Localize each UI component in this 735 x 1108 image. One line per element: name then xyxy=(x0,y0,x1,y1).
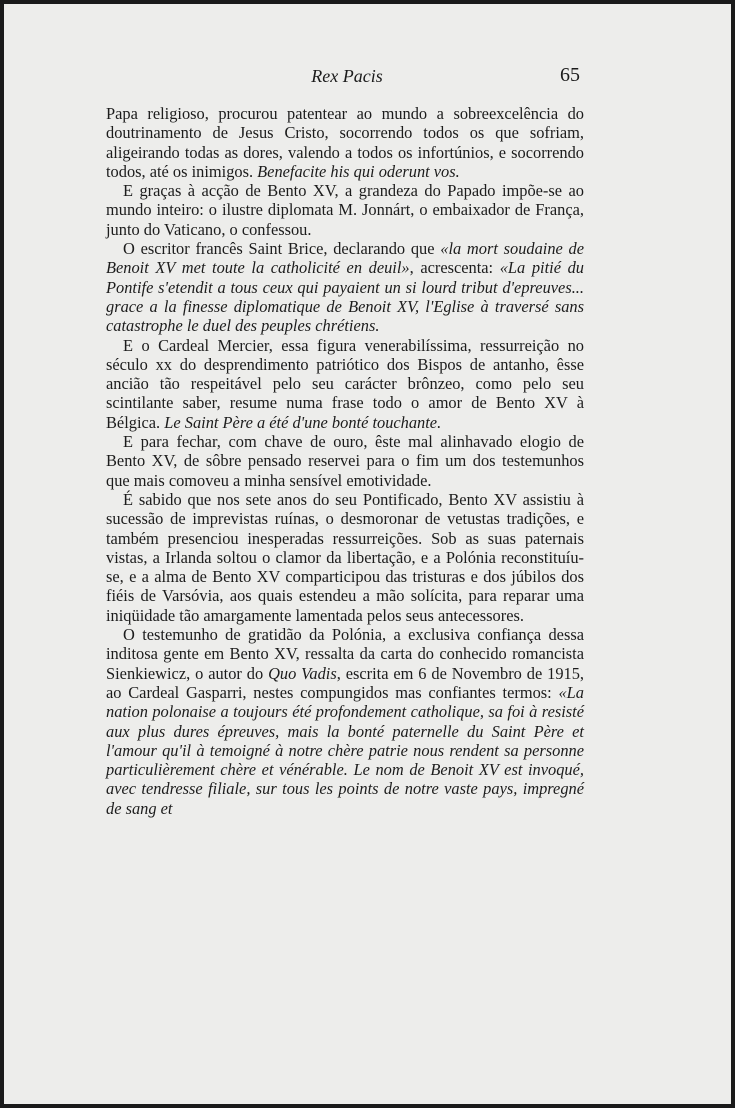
paragraph-6-text: É sabido que nos sete anos do seu Pontificado, Bento XV assistiu à sucessão de imprevistas ruínas, o desmoronar de vetustas tradições, e também presenciou inesperadas ressurreições. Sob as suas paternais vistas, a Irlanda soltou o clamor da libertação, e a Polónia reconstituíu-se, e a alma de Bento XV comparticipou das tristuras e dos júbilos dos fiéis de Varsóvia, aos quais estendeu a mão solícita, para reparar uma iniqüidade tão amargamente lamentada pelos seus antecessores. xyxy=(106,489,584,625)
paragraph-5-text: E para fechar, com chave de ouro, êste mal alinhavado elogio de Bento XV, de sôbre pensado reservei para o fim um dos testemunhos que mais comoveu a minha sensível emotividade. xyxy=(106,432,584,490)
paragraph-2 xyxy=(106,181,584,239)
paragraph-3-text-2: , acrescenta: xyxy=(409,258,500,278)
paragraph-2-text: E graças à acção de Bento XV, a grandeza do Papado impõe-se ao mundo inteiro: o ilustre diplomata M. Jonnárt, o embaixador de França, junto do Vaticano, o confessou. xyxy=(106,181,584,239)
paragraph-7-french-letter: «La nation polonaise a toujours été profondement catholique, sa foi à resisté aux plus dures épreuves, mais la bonté paternelle du Saint Père et l'amour qu'il à temoigné à notre chère patrie nous rendent sa personne particulièrement chère et vénérable. Le nom de Benoit XV est invoqué, avec tendresse filiale, sur tous les points de notre vaste pays, impregné de sang et xyxy=(106,682,584,818)
paragraph-7 xyxy=(106,625,584,818)
paragraph-3-french-quote-2: «La pitié du Pontife s'etendit a tous ceux qui payaient un si lourd tribut d'epreuves... grace a la finesse diplomatique de Benoit XV, l'Eglise à traversé sans catastrophe le duel des peuples chrétiens. xyxy=(106,258,584,336)
paragraph-1-latin-quote: Benefacite his qui oderunt vos. xyxy=(257,161,460,181)
running-head xyxy=(110,60,584,90)
paragraph-5 xyxy=(106,432,584,490)
paragraph-3 xyxy=(106,239,584,335)
paragraph-1 xyxy=(106,104,584,181)
paragraph-3-text: O escritor francês Saint Brice, declarando que xyxy=(123,239,441,259)
paragraph-3-french-quote-1: «la mort soudaine de Benoit XV met toute la catholicité en deuil» xyxy=(106,239,584,278)
body-text xyxy=(106,104,584,818)
paragraph-4-text: E o Cardeal Mercier, essa figura venerabilíssima, ressurreição no século xx do desprendimento patriótico dos Bispos de antanho, êsse ancião tão respeitável pelo seu carácter brônzeo, como pelo seu scintilante saber, resume numa frase todo o amor de Bento XV à Bélgica. xyxy=(106,335,584,432)
paragraph-7-text-2: , escrita em 6 de Novembro de 1915, ao Cardeal Gasparri, nestes compungidos mas confiantes termos: xyxy=(106,663,585,702)
paragraph-7-book-title: Quo Vadis xyxy=(268,663,337,683)
paragraph-1-text: Papa religioso, procurou patentear ao mundo a sobreexcelência do doutrinamento de Jesus Cristo, socorrendo todos os que sofriam, aligeirando todas as dores, valendo a todos os infortúnios, e socorrendo todos, até os inimigos. xyxy=(106,104,584,181)
page-number: 65 xyxy=(560,64,580,86)
book-page xyxy=(4,4,731,1104)
running-title: Rex Pacis xyxy=(311,66,383,86)
paragraph-4-french-quote: Le Saint Père a été d'une bonté touchante. xyxy=(164,412,442,432)
paragraph-7-text: O testemunho de gratidão da Polónia, a exclusiva confiança dessa inditosa gente em Bento XV, ressalta da carta do conhecido romancista Sienkiewicz, o autor do xyxy=(106,625,584,683)
paragraph-4 xyxy=(106,336,584,432)
paragraph-6 xyxy=(106,490,584,625)
